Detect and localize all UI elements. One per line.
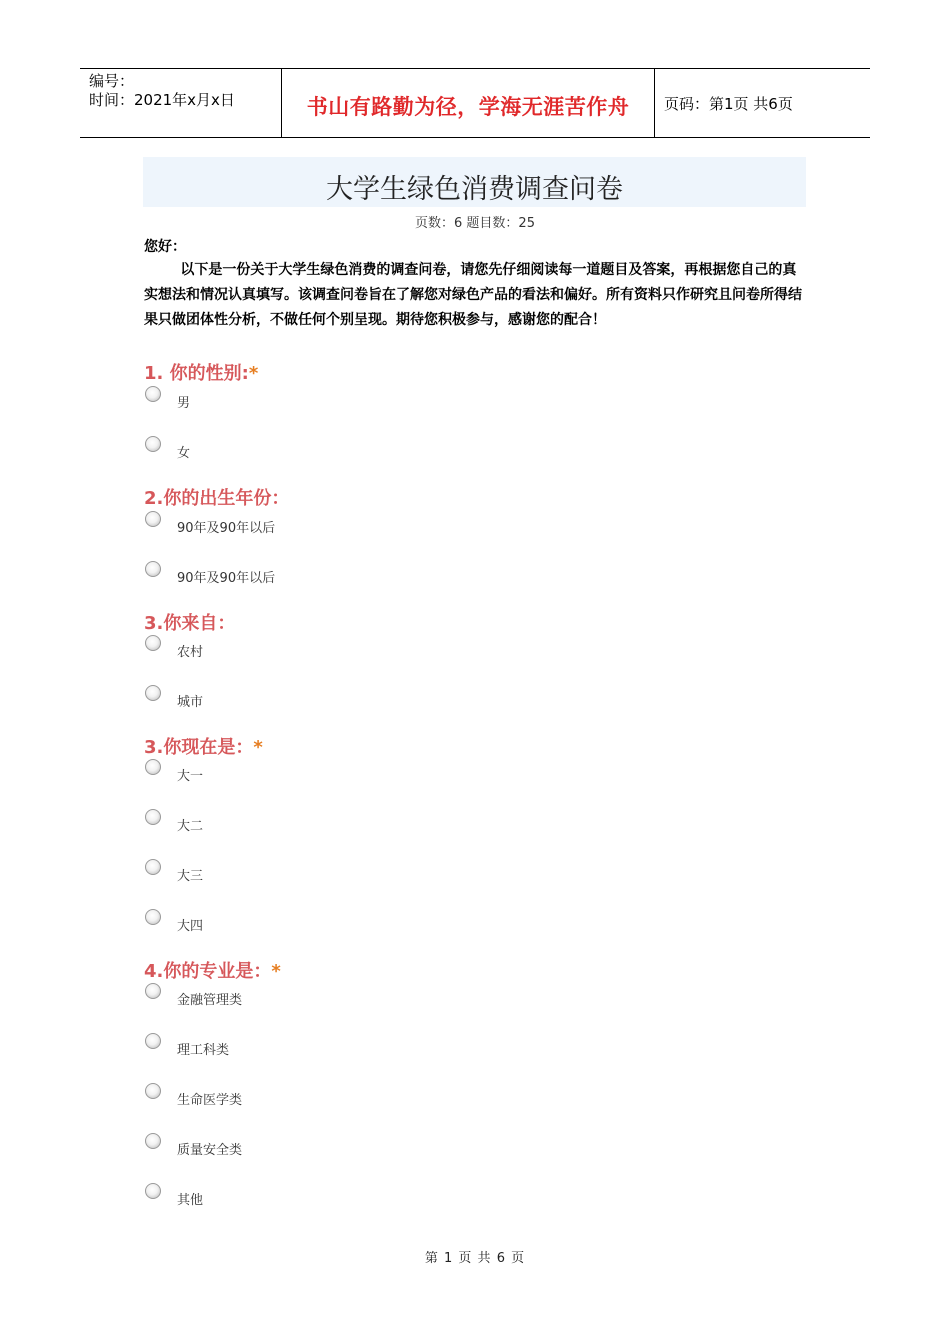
option-label: 90年及90年以后 bbox=[177, 571, 276, 586]
document-time-label: 时间：2021年x月x日 bbox=[89, 91, 235, 109]
option-label: 农村 bbox=[177, 645, 204, 660]
radio-button-icon[interactable] bbox=[145, 909, 161, 925]
required-marker: * bbox=[253, 737, 263, 758]
header-info-cell bbox=[80, 69, 280, 137]
survey-title: 大学生绿色消费调查问卷 bbox=[326, 174, 623, 205]
option-label: 大四 bbox=[177, 919, 204, 934]
question-title bbox=[144, 609, 235, 635]
question-title bbox=[144, 359, 258, 385]
document-header bbox=[80, 68, 870, 138]
option-label: 大一 bbox=[177, 769, 204, 784]
option-label: 女 bbox=[177, 446, 191, 461]
required-marker: * bbox=[271, 961, 281, 982]
option-label: 90年及90年以后 bbox=[177, 521, 276, 536]
option-label: 质量安全类 bbox=[177, 1143, 243, 1158]
radio-button-icon[interactable] bbox=[145, 386, 161, 402]
radio-button-icon[interactable] bbox=[145, 983, 161, 999]
document-number-label: 编号： bbox=[89, 72, 135, 90]
option-label: 大二 bbox=[177, 819, 204, 834]
question-text: 3.你来自： bbox=[144, 613, 236, 634]
question-text: 1. 你的性别: bbox=[144, 363, 249, 384]
option-label: 理工科类 bbox=[177, 1043, 230, 1058]
radio-button-icon[interactable] bbox=[145, 759, 161, 775]
question-text: 2.你的出生年份： bbox=[144, 488, 290, 509]
page-footer: 第 1 页 共 6 页 bbox=[424, 1251, 526, 1266]
header-page-info: 页码：第1页 共6页 bbox=[664, 95, 793, 113]
radio-button-icon[interactable] bbox=[145, 635, 161, 651]
option-label: 金融管理类 bbox=[177, 993, 243, 1008]
question-text: 3.你现在是： bbox=[144, 737, 254, 758]
required-marker: * bbox=[248, 363, 259, 384]
radio-button-icon[interactable] bbox=[145, 1183, 161, 1199]
radio-button-icon[interactable] bbox=[145, 561, 161, 577]
option-label: 生命医学类 bbox=[177, 1093, 243, 1108]
option-label: 其他 bbox=[177, 1193, 204, 1208]
radio-button-icon[interactable] bbox=[145, 436, 161, 452]
radio-button-icon[interactable] bbox=[145, 685, 161, 701]
question-title bbox=[144, 733, 263, 759]
survey-title-bar bbox=[143, 157, 806, 207]
option-label: 大三 bbox=[177, 869, 204, 884]
survey-meta: 页数：6 题目数：25 bbox=[415, 216, 535, 231]
radio-button-icon[interactable] bbox=[145, 1133, 161, 1149]
header-motto: 书山有路勤为径，学海无涯苦作舟 bbox=[306, 95, 630, 119]
radio-button-icon[interactable] bbox=[145, 809, 161, 825]
greeting: 您好： bbox=[144, 239, 186, 255]
radio-button-icon[interactable] bbox=[145, 511, 161, 527]
intro-paragraph: 以下是一份关于大学生绿色消费的调查问卷，请您先仔细阅读每一道题目及答案，再根据您自己的真实想法和情况认真填写。该调查问卷旨在了解您对绿色产品的看法和偏好。所有资料只作研究且问卷所得结果只做团体性分析，不做任何个别呈现。期待您积极参与，感谢您的配合！ bbox=[144, 262, 802, 328]
option-label: 城市 bbox=[177, 695, 204, 710]
radio-button-icon[interactable] bbox=[145, 1083, 161, 1099]
question-title bbox=[144, 957, 281, 983]
radio-button-icon[interactable] bbox=[145, 859, 161, 875]
radio-button-icon[interactable] bbox=[145, 1033, 161, 1049]
header-page-cell bbox=[655, 69, 870, 137]
question-title bbox=[144, 484, 289, 510]
header-motto-cell bbox=[281, 69, 655, 137]
option-label: 男 bbox=[177, 396, 191, 411]
question-text: 4.你的专业是： bbox=[144, 961, 272, 982]
